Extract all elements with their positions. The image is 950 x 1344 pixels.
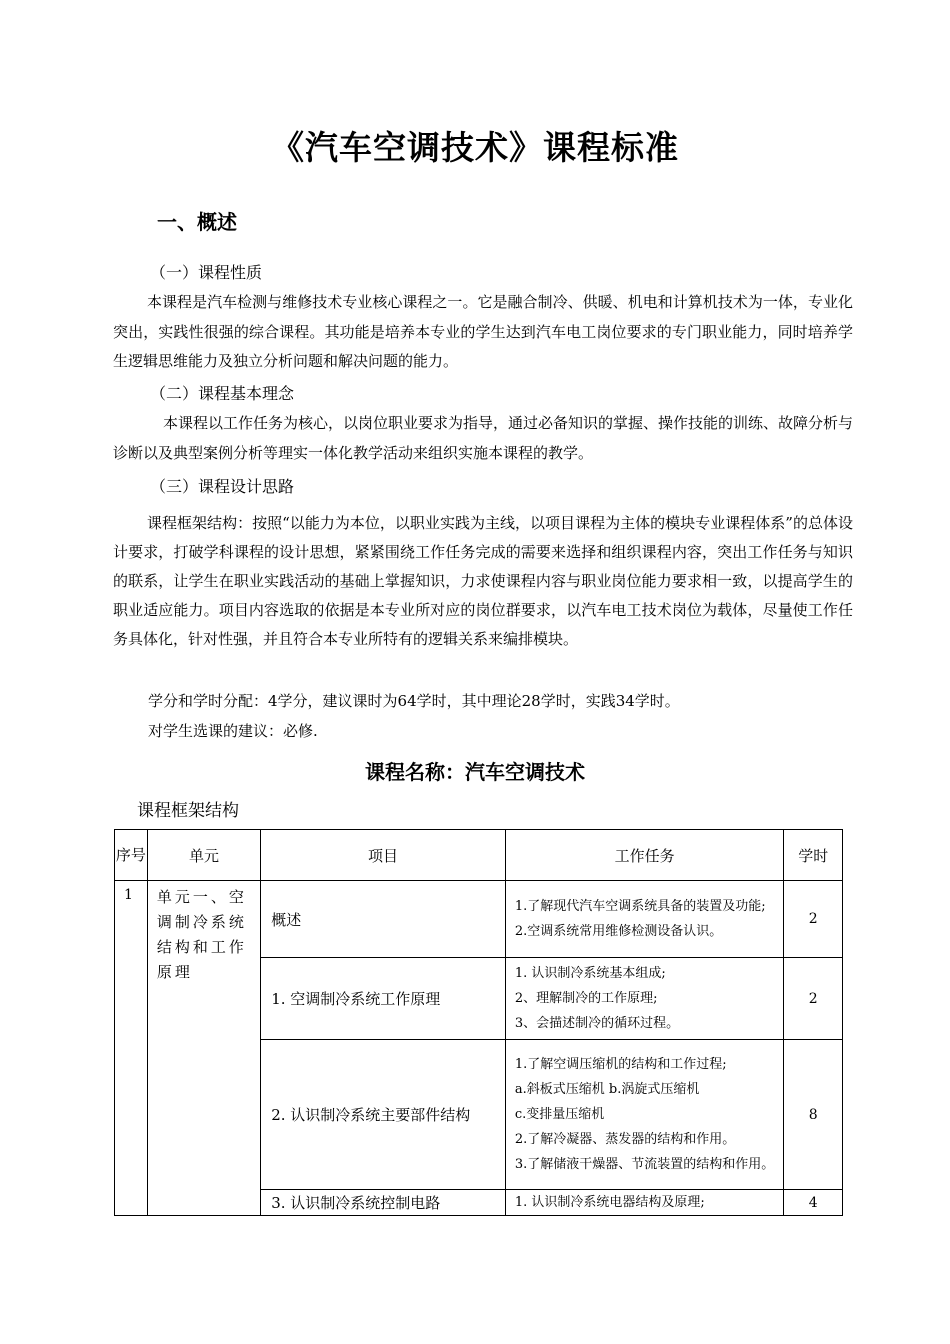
header-unit: 单元 — [147, 830, 260, 881]
task-cell — [505, 881, 784, 958]
header-seq: 序号 — [115, 830, 148, 881]
hours-cell: 2 — [784, 881, 843, 958]
task-line: 1.了解空调压缩机的结构和工作过程; — [514, 1057, 727, 1072]
subheading-design-idea: （三）课程设计思路 — [150, 477, 295, 496]
header-task: 工作任务 — [505, 830, 784, 881]
section-heading-overview: 一、概述 — [157, 210, 237, 234]
project-cell: 概述 — [261, 881, 506, 958]
advice-line: 对学生选课的建议：必修. — [148, 722, 318, 740]
hours-cell: 8 — [784, 1040, 843, 1190]
hours-cell: 4 — [784, 1190, 843, 1216]
task-line: 2.了解冷凝器、蒸发器的结构和作用。 — [514, 1132, 736, 1147]
hours-cell: 2 — [784, 958, 843, 1040]
credits-line: 学分和学时分配：4学分，建议课时为64学时，其中理论28学时，实践34学时。 — [148, 692, 680, 710]
paragraph-course-nature: 本课程是汽车检测与维修技术专业核心课程之一。它是融合制冷、供暖、机电和计算机技术为一体，专业化突出，实践性很强的综合课程。其功能是培养本专业的学生达到汽车电工岗位要求的专门职业能力，同时培养学生逻辑思维能力及独立分析问题和解决问题的能力。 — [113, 293, 853, 370]
task-line: 3.了解储液干燥器、节流装置的结构和作用。 — [514, 1157, 775, 1172]
project-cell: 2. 认识制冷系统主要部件结构 — [261, 1040, 506, 1190]
project-cell: 3. 认识制冷系统控制电路 — [261, 1190, 506, 1216]
framework-title: 课程框架结构 — [137, 801, 239, 821]
task-cell — [505, 1190, 784, 1216]
task-cell — [505, 1040, 784, 1190]
task-line: 1. 认识制冷系统电器结构及原理; — [514, 1195, 705, 1210]
subheading-course-nature: （一）课程性质 — [150, 263, 263, 282]
task-line: 2、理解制冷的工作原理; — [514, 991, 658, 1006]
task-line: a.斜板式压缩机 b.涡旋式压缩机 — [514, 1082, 700, 1097]
paragraph-basic-concept: 本课程以工作任务为核心，以岗位职业要求为指导，通过必备知识的掌握、操作技能的训练、故障分析与诊断以及典型案例分析等理实一体化教学活动来组织实施本课程的教学。 — [113, 414, 854, 462]
document-title: 《汽车空调技术》课程标准 — [271, 128, 679, 167]
table-header-row — [115, 830, 843, 881]
task-line: 3、会描述制冷的循环过程。 — [514, 1016, 680, 1031]
paragraph-design-idea: 课程框架结构：按照“以能力为本位，以职业实践为主线，以项目课程为主体的模块专业课程体系”的总体设计要求，打破学科课程的设计思想，紧紧围绕工作任务完成的需要来选择和组织课程内容，突出工作任务与知识的联系，让学生在职业实践活动的基础上掌握知识，力求使课程内容与职业岗位能力要求相一致，以提高学生的职业适应能力。项目内容选取的依据是本专业所对应的岗位群要求，以汽车电工技术岗位为载体，尽量使工作任务具体化，针对性强，并且符合本专业所特有的逻辑关系来编排模块。 — [113, 514, 853, 648]
unit-cell: 单元一、空调制冷系统结构和工作原理 — [147, 881, 260, 1216]
task-line: 2.空调系统常用维修检测设备认识。 — [514, 924, 723, 939]
course-framework-table — [114, 829, 843, 1216]
seq-cell: 1 — [115, 881, 148, 1216]
task-line: 1.了解现代汽车空调系统具备的装置及功能; — [514, 899, 766, 914]
course-name-heading: 课程名称：汽车空调技术 — [365, 760, 585, 784]
subheading-basic-concept: （二）课程基本理念 — [150, 384, 295, 403]
header-project: 项目 — [261, 830, 506, 881]
task-line: c.变排量压缩机 — [514, 1107, 605, 1122]
project-cell: 1. 空调制冷系统工作原理 — [261, 958, 506, 1040]
table-row — [115, 881, 843, 958]
task-line: 1. 认识制冷系统基本组成; — [514, 966, 666, 981]
task-cell — [505, 958, 784, 1040]
header-hours: 学时 — [784, 830, 843, 881]
